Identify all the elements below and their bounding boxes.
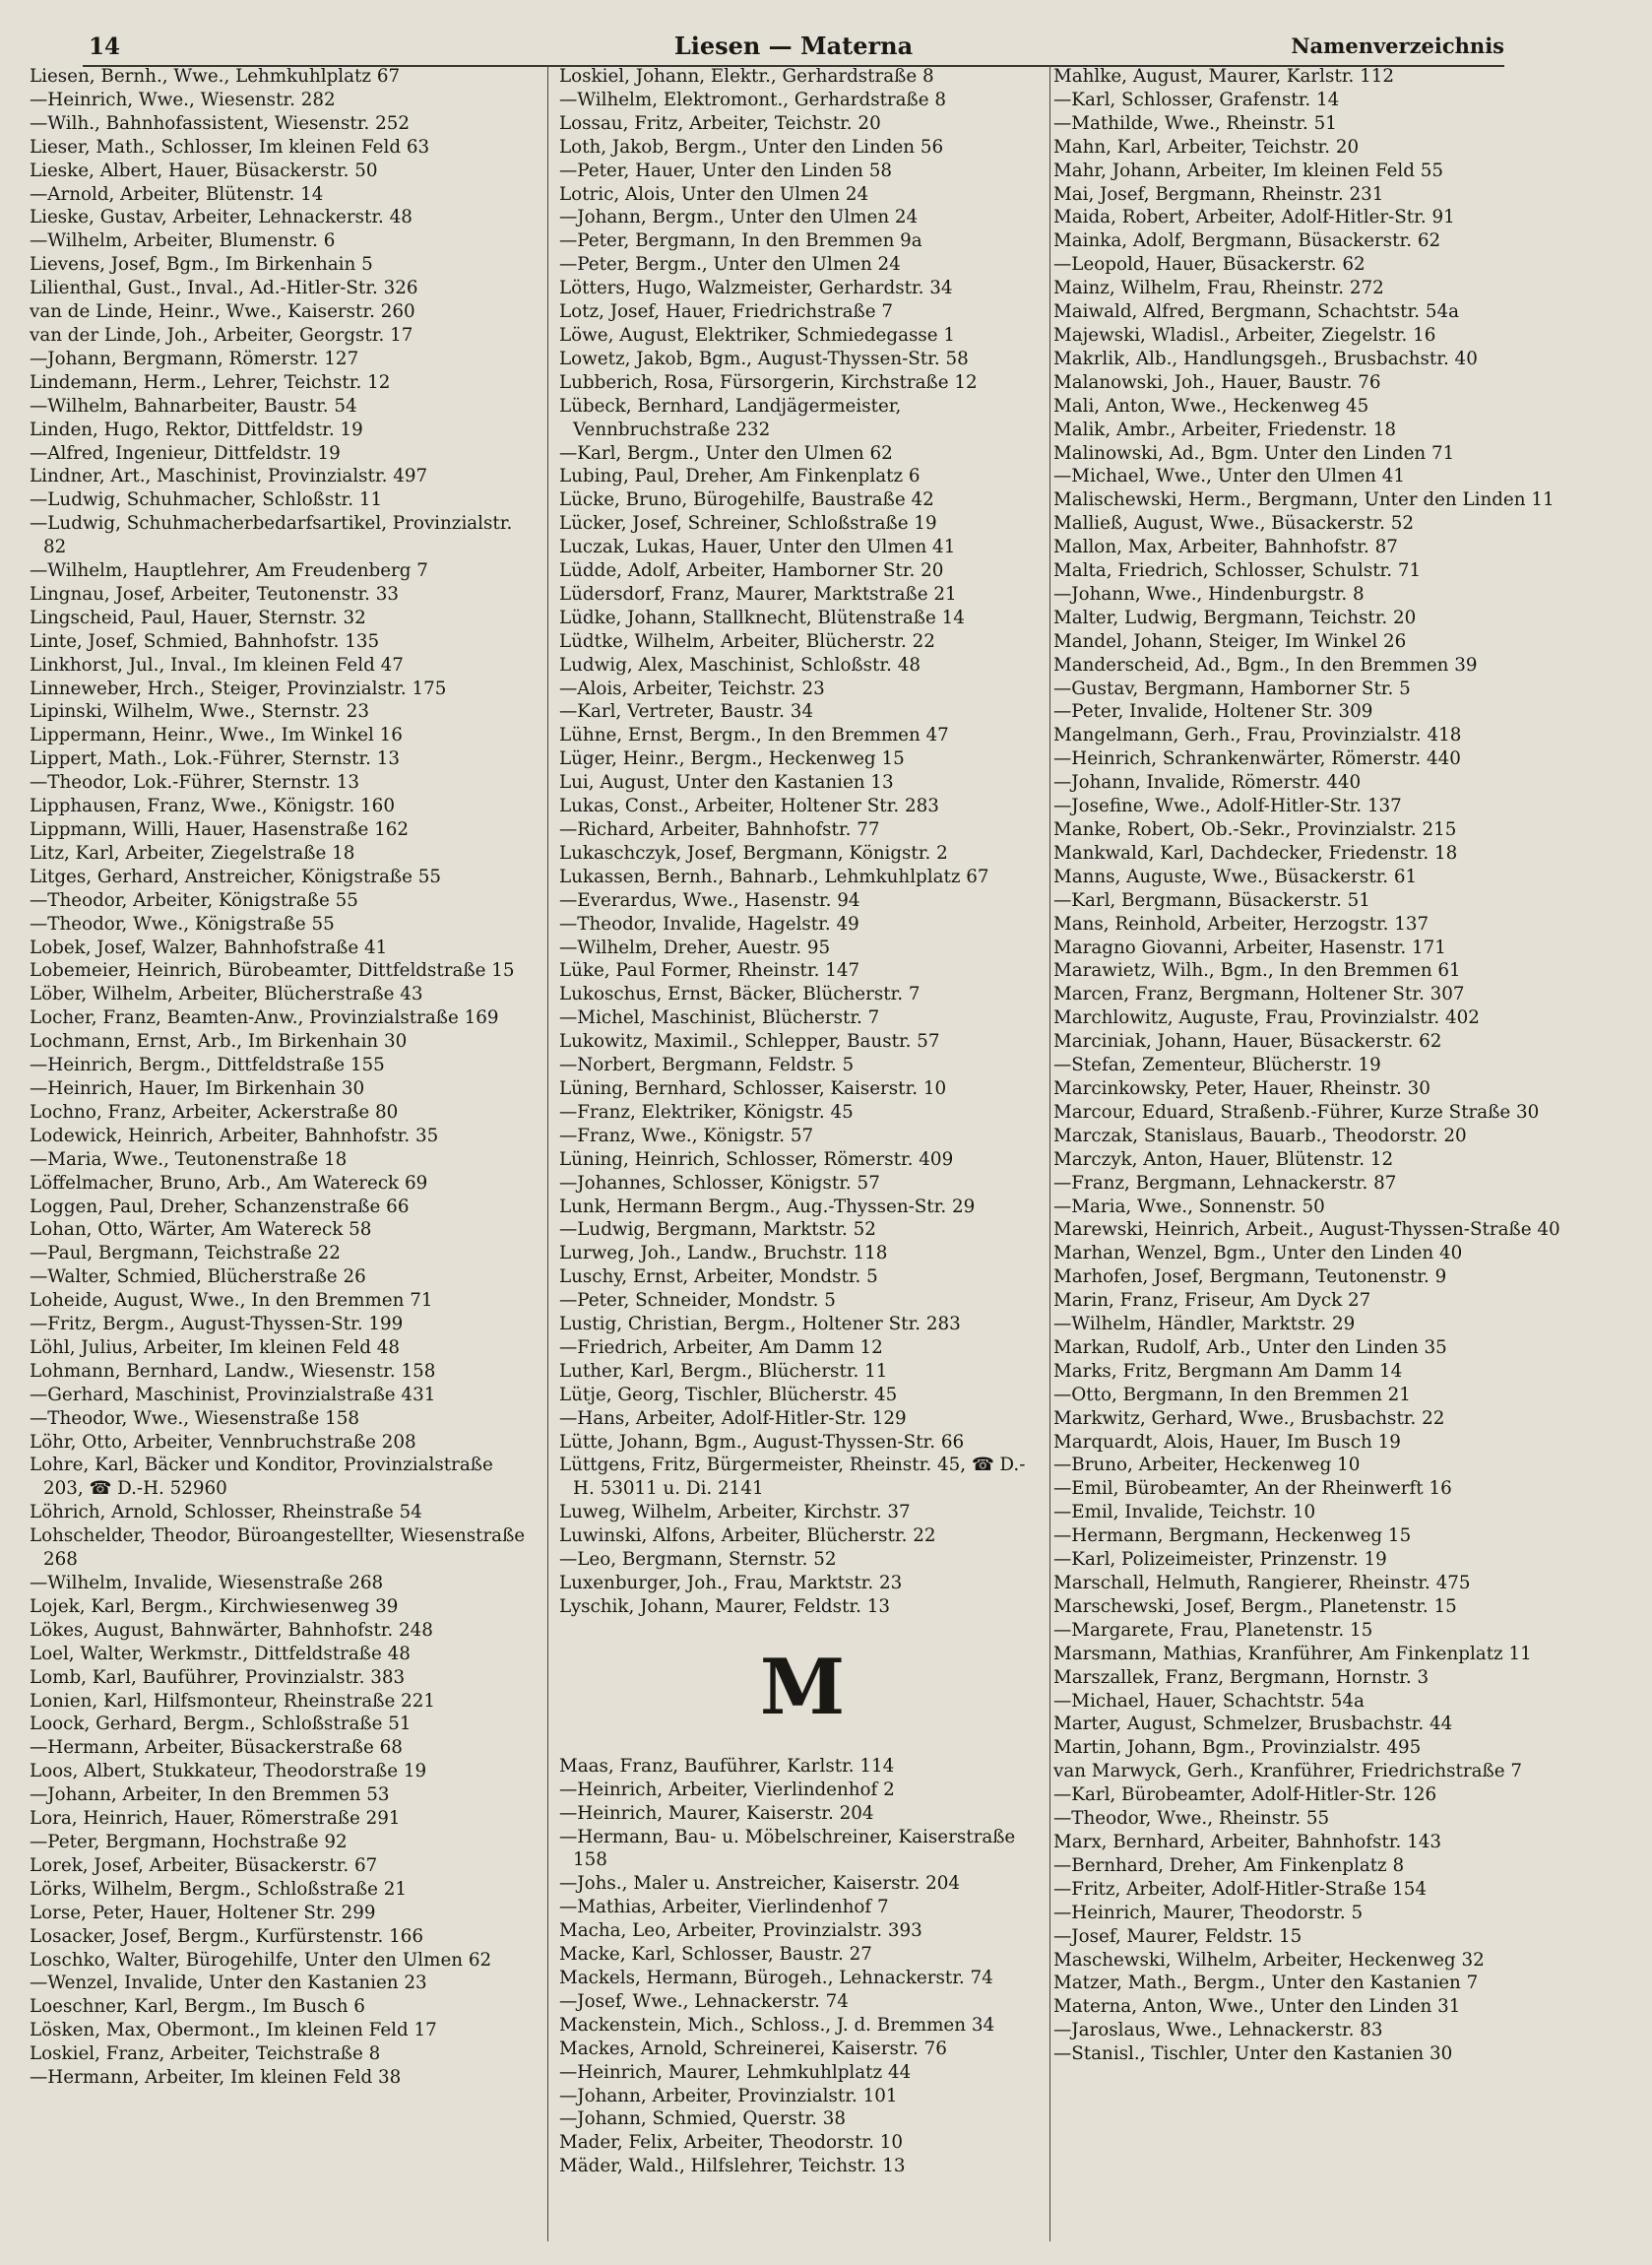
directory-entry: Mallon, Max, Arbeiter, Bahnhofstr. 87 [1053,537,1398,558]
directory-entry: Manke, Robert, Ob.-Sekr., Provinzialstr. 215 [1053,819,1457,840]
column-divider [547,65,548,2241]
directory-entry: —Theodor, Wwe., Wiesenstraße 158 [30,1407,360,1429]
directory-entry: Maas, Franz, Bauführer, Karlstr. 114 [559,1755,895,1777]
directory-entry: —Franz, Elektriker, Königstr. 45 [559,1101,854,1123]
directory-entry: Linneweber, Hrch., Steiger, Provinzialstr. 175 [30,678,447,699]
directory-entry: Lüdersdorf, Franz, Maurer, Marktstraße 21 [559,583,957,605]
directory-entry: Marhan, Wenzel, Bgm., Unter den Linden 40 [1053,1243,1463,1264]
directory-entry: Lieske, Gustav, Arbeiter, Lehnackerstr. 48 [30,207,413,228]
directory-entry: Lyschik, Johann, Maurer, Feldstr. 13 [559,1595,890,1617]
directory-entry: Lücke, Bruno, Bürogehilfe, Baustraße 42 [559,489,934,511]
directory-entry: Lindner, Art., Maschinist, Provinzialstr. 497 [30,466,428,487]
directory-entry: Loskiel, Johann, Elektr., Gerhardstraße 8 [559,66,934,87]
directory-entry: —Josef, Wwe., Lehnackerstr. 74 [559,1990,849,2012]
directory-entry: —Johann, Invalide, Römerstr. 440 [1053,772,1362,794]
directory-entry: —Wilhelm, Dreher, Auestr. 95 [559,937,831,958]
directory-entry: —Heinrich, Maurer, Kaiserstr. 204 [559,1802,874,1824]
directory-entry: Lüning, Bernhard, Schlosser, Kaiserstr. 10 [559,1077,947,1099]
directory-entry: —Wilh., Bahnhofassistent, Wiesenstr. 252 [30,112,410,134]
directory-entry: —Peter, Bergmann, In den Bremmen 9a [559,230,922,252]
directory-entry: —Everardus, Wwe., Hasenstr. 94 [559,889,860,911]
directory-entry: —Richard, Arbeiter, Bahnhofstr. 77 [559,819,880,840]
directory-entry: Matzer, Math., Bergm., Unter den Kastanien 7 [1053,1973,1479,1994]
directory-entry: Lora, Heinrich, Hauer, Römerstraße 291 [30,1808,401,1830]
directory-entry: —Johann, Wwe., Hindenburgstr. 8 [1053,583,1365,605]
directory-entry: —Heinrich, Bergm., Dittfeldstraße 155 [30,1055,385,1076]
directory-entry: —Theodor, Lok.-Führer, Sternstr. 13 [30,772,360,794]
directory-entry: Mader, Felix, Arbeiter, Theodorstr. 10 [559,2132,904,2154]
directory-entry: —Peter, Bergm., Unter den Ulmen 24 [559,254,901,276]
column-2-entries [559,65,1046,1619]
directory-entry: Lösken, Max, Obermont., Im kleinen Feld 17 [30,2020,437,2041]
directory-entry: Mahlke, August, Maurer, Karlstr. 112 [1053,66,1394,87]
directory-entry: Lotric, Alois, Unter den Ulmen 24 [559,183,869,205]
directory-entry: Löhr, Otto, Arbeiter, Vennbruchstraße 208 [30,1431,416,1453]
directory-entry: Lilienthal, Gust., Inval., Ad.-Hitler-Str. 326 [30,278,418,299]
directory-entry: Maiwald, Alfred, Bergmann, Schachtstr. 54a [1053,301,1460,323]
page-header [83,26,1504,67]
directory-entry: —Johs., Maler u. Anstreicher, Kaiserstr. 204 [559,1873,961,1895]
directory-entry: Mandel, Johann, Steiger, Im Winkel 26 [1053,630,1407,652]
directory-entry: —Theodor, Invalide, Hagelstr. 49 [559,913,859,935]
directory-entry: —Hermann, Arbeiter, Büsackerstraße 68 [30,1737,403,1759]
directory-entry: —Michel, Maschinist, Blücherstr. 7 [559,1007,880,1029]
directory-entry: Luschy, Ernst, Arbeiter, Mondstr. 5 [559,1266,878,1288]
column-divider [1049,65,1050,2241]
directory-entry: Marcinkowsky, Peter, Hauer, Rheinstr. 30 [1053,1077,1430,1099]
directory-entry: —Heinrich, Maurer, Theodorstr. 5 [1053,1902,1364,1923]
directory-entry: Lohan, Otto, Wärter, Am Watereck 58 [30,1219,372,1241]
directory-entry: Lütje, Georg, Tischler, Blücherstr. 45 [559,1384,898,1405]
directory-entry: Lieser, Math., Schlosser, Im kleinen Feld 63 [30,136,430,158]
directory-entry: Loock, Gerhard, Bergm., Schloßstraße 51 [30,1714,412,1735]
directory-entry: —Wilhelm, Arbeiter, Blumenstr. 6 [30,230,336,252]
directory-entry: van de Linde, Heinr., Wwe., Kaiserstr. 260 [30,301,415,323]
directory-entry: —Franz, Bergmann, Lehnackerstr. 87 [1053,1172,1397,1194]
directory-entry: Lukaschczyk, Josef, Bergmann, Königstr. 2 [559,842,948,864]
directory-entry: Löber, Wilhelm, Arbeiter, Blücherstraße 43 [30,984,423,1005]
directory-entry: —Ludwig, Schuhmacher, Schloßstr. 11 [30,489,383,511]
directory-entry: Lohmann, Bernhard, Landw., Wiesenstr. 158 [30,1360,436,1382]
column-2-entries-after [559,1755,1046,2178]
directory-entry: Martin, Johann, Bgm., Provinzialstr. 495 [1053,1737,1422,1759]
directory-entry: Lonien, Karl, Hilfsmonteur, Rheinstraße 221 [30,1690,436,1712]
directory-entry: Lohschelder, Theodor, Büroangestellter, Wiesenstraße 268 [30,1525,526,1571]
directory-entry: Mäder, Wald., Hilfslehrer, Teichstr. 13 [559,2156,906,2177]
directory-entry: Lingscheid, Paul, Hauer, Sternstr. 32 [30,607,366,628]
directory-entry: Marschewski, Josef, Bergm., Planetenstr. 15 [1053,1595,1457,1617]
directory-entry: —Maria, Wwe., Teutonenstraße 18 [30,1148,348,1170]
directory-entry: Materna, Anton, Wwe., Unter den Linden 31 [1053,1996,1461,2018]
directory-entry: —Wilhelm, Bahnarbeiter, Baustr. 54 [30,395,357,417]
directory-entry: Lindemann, Herm., Lehrer, Teichstr. 12 [30,371,391,393]
directory-entry: Litges, Gerhard, Anstreicher, Königstraße 55 [30,866,442,887]
section-title: Namenverzeichnis [1291,33,1504,58]
directory-entry: Lustig, Christian, Bergm., Holtener Str. 283 [559,1314,961,1335]
directory-entry: Löwe, August, Elektriker, Schmiedegasse 1 [559,324,955,346]
directory-entry: Malanowski, Joh., Hauer, Baustr. 76 [1053,371,1381,393]
directory-entry: Loggen, Paul, Dreher, Schanzenstraße 66 [30,1196,410,1217]
directory-entry: —Gerhard, Maschinist, Provinzialstraße 431 [30,1384,436,1405]
directory-entry: —Paul, Bergmann, Teichstraße 22 [30,1243,341,1264]
directory-entry: Manderscheid, Ad., Bgm., In den Bremmen 39 [1053,654,1478,676]
directory-entry: Lukowitz, Maximil., Schlepper, Baustr. 57 [559,1031,940,1053]
directory-entry: Losacker, Josef, Bergm., Kurfürstenstr. 166 [30,1925,423,1947]
directory-entry: Lüger, Heinr., Bergm., Heckenweg 15 [559,748,905,770]
directory-entry: —Karl, Polizeimeister, Prinzenstr. 19 [1053,1549,1387,1571]
directory-entry: Marciniak, Johann, Hauer, Büsackerstr. 62 [1053,1031,1442,1053]
page-title: Liesen — Materna [673,32,914,60]
directory-entry: Lüning, Heinrich, Schlosser, Römerstr. 409 [559,1148,954,1170]
directory-entry: Marhofen, Josef, Bergmann, Teutonenstr. 9 [1053,1266,1447,1288]
directory-entry: Malta, Friedrich, Schlosser, Schulstr. 71 [1053,560,1422,582]
directory-entry: —Johann, Bergmann, Römerstr. 127 [30,348,359,369]
directory-entry: —Michael, Wwe., Unter den Ulmen 41 [1053,466,1405,487]
directory-entry: Malter, Ludwig, Bergmann, Teichstr. 20 [1053,607,1417,628]
directory-entry: Lütte, Johann, Bgm., August-Thyssen-Str. 66 [559,1431,965,1453]
directory-entry: Lochno, Franz, Arbeiter, Ackerstraße 80 [30,1101,399,1123]
directory-entry: Loos, Albert, Stukkateur, Theodorstraße 19 [30,1761,427,1782]
directory-entry: Lötters, Hugo, Walzmeister, Gerhardstr. 34 [559,278,953,299]
directory-entry: Lüdde, Adolf, Arbeiter, Hamborner Str. 20 [559,560,944,582]
directory-entry: —Karl, Bergm., Unter den Ulmen 62 [559,442,893,464]
directory-entry: Lökes, August, Bahnwärter, Bahnhofstr. 248 [30,1619,433,1641]
directory-entry: —Alois, Arbeiter, Teichstr. 23 [559,678,825,699]
directory-entry: Mangelmann, Gerh., Frau, Provinzialstr. 418 [1053,725,1462,746]
directory-entry: —Heinrich, Schrankenwärter, Römerstr. 440 [1053,748,1461,770]
directory-entry: —Bruno, Arbeiter, Heckenweg 10 [1053,1455,1361,1476]
directory-entry: —Peter, Bergmann, Hochstraße 92 [30,1831,348,1852]
directory-entry: —Karl, Bergmann, Büsackerstr. 51 [1053,889,1370,911]
directory-entry: —Stanisl., Tischler, Unter den Kastanien 30 [1053,2043,1453,2065]
directory-entry: Mahn, Karl, Arbeiter, Teichstr. 20 [1053,136,1360,158]
directory-entry: —Johann, Arbeiter, In den Bremmen 53 [30,1784,390,1806]
directory-entry: —Johannes, Schlosser, Königstr. 57 [559,1172,880,1194]
directory-entry: —Wilhelm, Invalide, Wiesenstraße 268 [30,1573,384,1593]
directory-entry: —Gustav, Bergmann, Hamborner Str. 5 [1053,678,1411,699]
directory-entry: —Friedrich, Arbeiter, Am Damm 12 [559,1336,883,1358]
directory-entry: —Hans, Arbeiter, Adolf-Hitler-Str. 129 [559,1407,907,1429]
directory-entry: —Heinrich, Hauer, Im Birkenhain 30 [30,1077,365,1099]
directory-entry: Mainz, Wilhelm, Frau, Rheinstr. 272 [1053,278,1384,299]
directory-entry: Ludwig, Alex, Maschinist, Schloßstr. 48 [559,654,921,676]
directory-entry: Lubing, Paul, Dreher, Am Finkenplatz 6 [559,466,921,487]
directory-entry: Lodewick, Heinrich, Arbeiter, Bahnhofstr. 35 [30,1125,439,1146]
directory-entry: —Mathias, Arbeiter, Vierlindenhof 7 [559,1897,889,1918]
directory-entry: Linden, Hugo, Rektor, Dittfeldstr. 19 [30,419,363,440]
directory-entry: Lühne, Ernst, Bergm., In den Bremmen 47 [559,725,949,746]
directory-entry: —Walter, Schmied, Blücherstraße 26 [30,1266,366,1288]
directory-entry: —Fritz, Bergm., August-Thyssen-Str. 199 [30,1314,404,1335]
directory-entry: Lörks, Wilhelm, Bergm., Schloßstraße 21 [30,1878,408,1900]
directory-entry: Mackes, Arnold, Schreinerei, Kaiserstr. 76 [559,2038,947,2059]
directory-entry: Loheide, August, Wwe., In den Bremmen 71 [30,1290,433,1312]
directory-entry: Lipphausen, Franz, Wwe., Königstr. 160 [30,796,395,817]
directory-entry: Lorek, Josef, Arbeiter, Büsackerstr. 67 [30,1854,378,1876]
directory-entry: Lüdke, Johann, Stallknecht, Blütenstraße 14 [559,607,965,628]
directory-entry: Lukoschus, Ernst, Bäcker, Blücherstr. 7 [559,984,921,1005]
directory-entry: Malließ, August, Wwe., Büsackerstr. 52 [1053,513,1415,535]
directory-entry: Marx, Bernhard, Arbeiter, Bahnhofstr. 143 [1053,1831,1442,1852]
directory-entry: Marawietz, Wilh., Bgm., In den Bremmen 61 [1053,960,1461,982]
directory-entry: Marter, August, Schmelzer, Brusbachstr. 44 [1053,1714,1453,1735]
directory-entry: Lui, August, Unter den Kastanien 13 [559,772,894,794]
directory-entry: Manns, Auguste, Wwe., Büsackerstr. 61 [1053,866,1418,887]
directory-entry: —Otto, Bergmann, In den Bremmen 21 [1053,1384,1411,1405]
directory-entry: Loeschner, Karl, Bergm., Im Busch 6 [30,1996,365,2018]
directory-entry: —Arnold, Arbeiter, Blütenstr. 14 [30,183,324,205]
directory-entry: Löffelmacher, Bruno, Arb., Am Watereck 69 [30,1172,428,1194]
directory-entry: —Theodor, Wwe., Rheinstr. 55 [1053,1808,1330,1830]
directory-entry: Maida, Robert, Arbeiter, Adolf-Hitler-Str. 91 [1053,207,1455,228]
directory-entry: Litz, Karl, Arbeiter, Ziegelstraße 18 [30,842,355,864]
directory-entry: Lomb, Karl, Bauführer, Provinzialstr. 383 [30,1666,406,1688]
directory-entry: —Maria, Wwe., Sonnenstr. 50 [1053,1196,1325,1217]
directory-entry: —Jaroslaus, Wwe., Lehnackerstr. 83 [1053,2020,1383,2041]
directory-entry: Lowetz, Jakob, Bgm., August-Thyssen-Str. 58 [559,348,969,369]
directory-entry: Lukassen, Bernh., Bahnarb., Lehmkuhlplatz 67 [559,866,989,887]
directory-entry: —Ludwig, Schuhmacherbedarfsartikel, Provinzialstr. 82 [30,513,513,558]
directory-entry: Marcen, Franz, Bergmann, Holtener Str. 307 [1053,984,1465,1005]
directory-entry: —Leo, Bergmann, Sternstr. 52 [559,1549,837,1571]
directory-entry: —Karl, Vertreter, Baustr. 34 [559,701,813,723]
directory-entry: Macha, Leo, Arbeiter, Provinzialstr. 393 [559,1920,922,1942]
directory-entry: Lieske, Albert, Hauer, Büsackerstr. 50 [30,160,378,181]
directory-entry: Löhl, Julius, Arbeiter, Im kleinen Feld 48 [30,1336,401,1358]
directory-entry: —Wilhelm, Händler, Marktstr. 29 [1053,1314,1356,1335]
directory-entry: —Hermann, Arbeiter, Im kleinen Feld 38 [30,2067,402,2089]
directory-entry: Lippmann, Willi, Hauer, Hasenstraße 162 [30,819,409,840]
directory-entry: Lobek, Josef, Walzer, Bahnhofstraße 41 [30,937,388,958]
directory-entry: Markwitz, Gerhard, Wwe., Brusbachstr. 22 [1053,1407,1445,1429]
directory-entry: van Marwyck, Gerh., Kranführer, Friedrichstraße 7 [1053,1761,1522,1782]
directory-entry: —Heinrich, Wwe., Wiesenstr. 282 [30,89,336,110]
directory-entry: Lippermann, Heinr., Wwe., Im Winkel 16 [30,725,403,746]
directory-entry: —Stefan, Zementeur, Blücherstr. 19 [1053,1055,1381,1076]
directory-entry: Luweg, Wilhelm, Arbeiter, Kirchstr. 37 [559,1502,911,1523]
directory-entry: —Heinrich, Arbeiter, Vierlindenhof 2 [559,1779,895,1800]
directory-entry: —Emil, Invalide, Teichstr. 10 [1053,1502,1316,1523]
directory-entry: Luczak, Lukas, Hauer, Unter den Ulmen 41 [559,537,956,558]
directory-entry: —Hermann, Bergmann, Heckenweg 15 [1053,1525,1412,1547]
directory-entry: Lücker, Josef, Schreiner, Schloßstraße 19 [559,513,937,535]
directory-entry: Lohre, Karl, Bäcker und Konditor, Provinzialstraße 203, ☎ D.-H. 52960 [30,1455,493,1500]
directory-entry: Lübeck, Bernhard, Landjägermeister, Vennbruchstraße 232 [559,395,902,440]
directory-entry: Marczyk, Anton, Hauer, Blütenstr. 12 [1053,1148,1394,1170]
directory-entry: Makrlik, Alb., Handlungsgeh., Brusbachstr. 40 [1053,348,1478,369]
directory-entry: —Karl, Bürobeamter, Adolf-Hitler-Str. 126 [1053,1784,1437,1806]
directory-entry: Mankwald, Karl, Dachdecker, Friedenstr. 18 [1053,842,1458,864]
directory-entry: —Margarete, Frau, Planetenstr. 15 [1053,1619,1373,1641]
directory-entry: —Theodor, Wwe., Königstraße 55 [30,913,335,935]
directory-entry: Lorse, Peter, Hauer, Holtener Str. 299 [30,1902,376,1923]
directory-entry: —Franz, Wwe., Königstr. 57 [559,1125,814,1146]
directory-entry: Loschko, Walter, Bürogehilfe, Unter den Ulmen 62 [30,1949,492,1971]
directory-entry: Mackels, Hermann, Bürogeh., Lehnackerstr. 74 [559,1967,993,1988]
directory-entry: —Wenzel, Invalide, Unter den Kastanien 23 [30,1973,427,1994]
directory-entry: Lotz, Josef, Hauer, Friedrichstraße 7 [559,301,894,323]
directory-entry: Lochmann, Ernst, Arb., Im Birkenhain 30 [30,1031,408,1053]
directory-entry: —Fritz, Arbeiter, Adolf-Hitler-Straße 154 [1053,1878,1427,1900]
directory-entry: Luwinski, Alfons, Arbeiter, Blücherstr. 22 [559,1525,936,1547]
directory-entry: Lunk, Hermann Bergm., Aug.-Thyssen-Str. 29 [559,1196,976,1217]
directory-entry: Luxenburger, Joh., Frau, Marktstr. 23 [559,1573,903,1593]
directory-entry: Lossau, Fritz, Arbeiter, Teichstr. 20 [559,112,881,134]
directory-entry: Marewski, Heinrich, Arbeit., August-Thyssen-Straße 40 [1053,1219,1560,1241]
directory-entry: Lingnau, Josef, Arbeiter, Teutonenstr. 33 [30,583,400,605]
directory-entry: Löhrich, Arnold, Schlosser, Rheinstraße 54 [30,1502,422,1523]
directory-entry: —Emil, Bürobeamter, An der Rheinwerft 16 [1053,1478,1452,1500]
directory-entry: Mainka, Adolf, Bergmann, Büsackerstr. 62 [1053,230,1441,252]
directory-entry: Mali, Anton, Wwe., Heckenweg 45 [1053,395,1369,417]
directory-entry: Lubberich, Rosa, Fürsorgerin, Kirchstraße 12 [559,371,978,393]
directory-entry: —Peter, Schneider, Mondstr. 5 [559,1290,836,1312]
directory-entry: Mans, Reinhold, Arbeiter, Herzogstr. 137 [1053,913,1430,935]
directory-entry: Mackenstein, Mich., Schloss., J. d. Bremmen 34 [559,2014,995,2036]
directory-entry: —Peter, Invalide, Holtener Str. 309 [1053,701,1373,723]
directory-entry: Linte, Josef, Schmied, Bahnhofstr. 135 [30,630,380,652]
directory-entry: Marczak, Stanislaus, Bauarb., Theodorstr. 20 [1053,1125,1467,1146]
directory-entry: Marquardt, Alois, Hauer, Im Busch 19 [1053,1431,1401,1453]
directory-entry: Luther, Karl, Bergm., Blücherstr. 11 [559,1360,888,1382]
directory-entry: Lojek, Karl, Bergm., Kirchwiesenweg 39 [30,1595,399,1617]
directory-entry: Lobemeier, Heinrich, Bürobeamter, Dittfeldstraße 15 [30,960,515,982]
directory-entry: Marks, Fritz, Bergmann Am Damm 14 [1053,1360,1403,1382]
directory-entry: —Wilhelm, Elektromont., Gerhardstraße 8 [559,89,947,110]
directory-entry: Marszallek, Franz, Bergmann, Hornstr. 3 [1053,1666,1430,1688]
directory-entry: —Theodor, Arbeiter, Königstraße 55 [30,889,358,911]
column-3 [1053,65,1575,2241]
directory-entry: Majewski, Wladisl., Arbeiter, Ziegelstr. 16 [1053,324,1436,346]
directory-entry: Linkhorst, Jul., Inval., Im kleinen Feld 47 [30,654,404,676]
directory-entry: Marin, Franz, Friseur, Am Dyck 27 [1053,1290,1371,1312]
directory-entry: —Norbert, Bergmann, Feldstr. 5 [559,1055,855,1076]
directory-entry: —Michael, Hauer, Schachtstr. 54a [1053,1690,1365,1712]
directory-entry: —Johann, Schmied, Querstr. 38 [559,2108,846,2130]
column-1 [30,65,538,2241]
directory-entry: —Mathilde, Wwe., Rheinstr. 51 [1053,112,1337,134]
directory-entry: —Peter, Hauer, Unter den Linden 58 [559,160,893,181]
directory-entry: Loskiel, Franz, Arbeiter, Teichstraße 8 [30,2043,381,2065]
directory-entry: Marschall, Helmuth, Rangierer, Rheinstr. 475 [1053,1573,1471,1593]
directory-entry: —Johann, Arbeiter, Provinzialstr. 101 [559,2085,898,2106]
directory-entry: Loth, Jakob, Bergm., Unter den Linden 56 [559,136,944,158]
directory-entry: Loel, Walter, Werkmstr., Dittfeldstraße 48 [30,1643,411,1664]
directory-entry: Liesen, Bernh., Wwe., Lehmkuhlplatz 67 [30,66,401,87]
directory-entry: Maragno Giovanni, Arbeiter, Hasenstr. 171 [1053,937,1446,958]
directory-entry: —Karl, Schlosser, Grafenstr. 14 [1053,89,1340,110]
column-2 [559,65,1046,2241]
directory-entry: —Josef, Maurer, Feldstr. 15 [1053,1925,1303,1947]
directory-entry: Lippert, Math., Lok.-Führer, Sternstr. 13 [30,748,400,770]
directory-entry: Malik, Ambr., Arbeiter, Friedenstr. 18 [1053,419,1396,440]
directory-entry: Marchlowitz, Auguste, Frau, Provinzialstr. 402 [1053,1007,1480,1029]
directory-entry: Lüdtke, Wilhelm, Arbeiter, Blücherstr. 22 [559,630,935,652]
directory-entry: Lüke, Paul Former, Rheinstr. 147 [559,960,860,982]
directory-entry: —Leopold, Hauer, Büsackerstr. 62 [1053,254,1366,276]
directory-entry: Lurweg, Joh., Landw., Bruchstr. 118 [559,1243,888,1264]
directory-entry: Macke, Karl, Schlosser, Baustr. 27 [559,1944,872,1966]
directory-entry: —Ludwig, Bergmann, Marktstr. 52 [559,1219,876,1241]
directory-entry: Markan, Rudolf, Arb., Unter den Linden 35 [1053,1336,1447,1358]
directory-entry: —Heinrich, Maurer, Lehmkuhlplatz 44 [559,2061,912,2083]
section-letter: M [759,1642,846,1732]
directory-entry: —Wilhelm, Hauptlehrer, Am Freudenberg 7 [30,560,428,582]
directory-entry: —Alfred, Ingenieur, Dittfeldstr. 19 [30,442,341,464]
directory-entry: —Hermann, Bau- u. Möbelschreiner, Kaiserstraße 158 [559,1826,1016,1871]
directory-entry: Locher, Franz, Beamten-Anw., Provinzialstraße 169 [30,1007,499,1029]
directory-entry: Marsmann, Mathias, Kranführer, Am Finkenplatz 11 [1053,1643,1532,1664]
directory-entry: Mai, Josef, Bergmann, Rheinstr. 231 [1053,183,1384,205]
directory-entry: van der Linde, Joh., Arbeiter, Georgstr. 17 [30,324,413,346]
directory-entry: Marcour, Eduard, Straßenb.-Führer, Kurze Straße 30 [1053,1101,1540,1123]
directory-entry: Lievens, Josef, Bgm., Im Birkenhain 5 [30,254,373,276]
directory-entry: Mahr, Johann, Arbeiter, Im kleinen Feld 55 [1053,160,1444,181]
directory-entry: Malischewski, Herm., Bergmann, Unter den Linden 11 [1053,489,1555,511]
page-number: 14 [89,33,121,60]
directory-entry: Lüttgens, Fritz, Bürgermeister, Rheinstr. 45, ☎ D.-H. 53011 u. Di. 2141 [559,1455,1026,1500]
directory-entry: Maschewski, Wilhelm, Arbeiter, Heckenweg 32 [1053,1949,1485,1971]
directory-entry: Lipinski, Wilhelm, Wwe., Sternstr. 23 [30,701,370,723]
directory-entry: —Bernhard, Dreher, Am Finkenplatz 8 [1053,1854,1405,1876]
directory-entry: —Johann, Bergm., Unter den Ulmen 24 [559,207,919,228]
directory-entry: Lukas, Const., Arbeiter, Holtener Str. 283 [559,796,939,817]
directory-entry: —Josefine, Wwe., Adolf-Hitler-Str. 137 [1053,796,1402,817]
directory-entry: Malinowski, Ad., Bgm. Unter den Linden 71 [1053,442,1455,464]
